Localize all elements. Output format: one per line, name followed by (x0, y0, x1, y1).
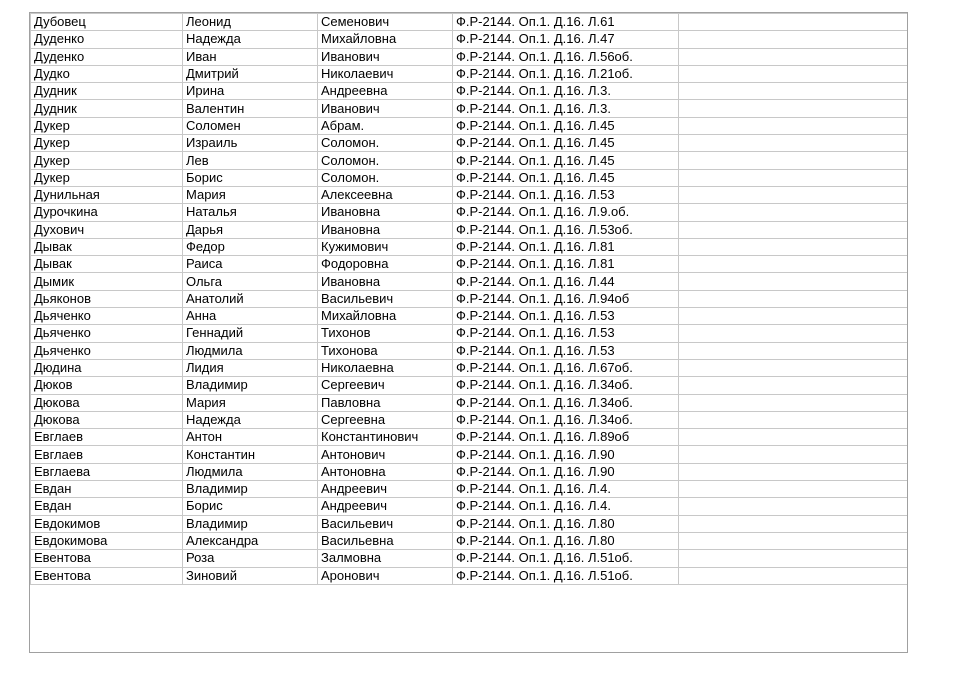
table-row (31, 325, 908, 342)
first-name-cell: Раиса (183, 256, 318, 273)
patronymic-cell: Ивановна (318, 273, 453, 290)
surname-cell: Духович (31, 221, 183, 238)
patronymic-cell: Иванович (318, 100, 453, 117)
table-row (31, 411, 908, 428)
table-row (31, 515, 908, 532)
first-name-cell: Владимир (183, 481, 318, 498)
surname-cell: Дымик (31, 273, 183, 290)
archive-reference-cell: Ф.Р-2144. Оп.1. Д.16. Л.53 (453, 342, 679, 359)
surname-cell: Дюков (31, 377, 183, 394)
archive-reference-cell: Ф.Р-2144. Оп.1. Д.16. Л.45 (453, 117, 679, 134)
patronymic-cell: Алексеевна (318, 186, 453, 203)
empty-cell (679, 377, 908, 394)
empty-cell (679, 83, 908, 100)
archive-reference-cell: Ф.Р-2144. Оп.1. Д.16. Л.45 (453, 152, 679, 169)
table-row (31, 83, 908, 100)
empty-cell (679, 308, 908, 325)
table-row (31, 290, 908, 307)
empty-cell (679, 65, 908, 82)
table-row (31, 481, 908, 498)
table-row (31, 550, 908, 567)
archive-reference-cell: Ф.Р-2144. Оп.1. Д.16. Л.4. (453, 498, 679, 515)
patronymic-cell: Сергеевич (318, 377, 453, 394)
empty-cell (679, 117, 908, 134)
surname-cell: Евдан (31, 498, 183, 515)
archive-reference-cell: Ф.Р-2144. Оп.1. Д.16. Л.34об. (453, 411, 679, 428)
surname-cell: Дунильная (31, 186, 183, 203)
surname-cell: Дюдина (31, 359, 183, 376)
archive-reference-cell: Ф.Р-2144. Оп.1. Д.16. Л.94об (453, 290, 679, 307)
table-row (31, 377, 908, 394)
first-name-cell: Борис (183, 169, 318, 186)
first-name-cell: Людмила (183, 342, 318, 359)
table-row (31, 463, 908, 480)
archive-reference-cell: Ф.Р-2144. Оп.1. Д.16. Л.61 (453, 14, 679, 31)
surname-cell: Дукер (31, 152, 183, 169)
first-name-cell: Людмила (183, 463, 318, 480)
surname-cell: Евдокимов (31, 515, 183, 532)
patronymic-cell: Андреевич (318, 498, 453, 515)
surname-cell: Дубовец (31, 14, 183, 31)
empty-cell (679, 238, 908, 255)
first-name-cell: Антон (183, 429, 318, 446)
surname-cell: Дьяконов (31, 290, 183, 307)
table-row (31, 169, 908, 186)
patronymic-cell: Васильевич (318, 515, 453, 532)
patronymic-cell: Соломон. (318, 135, 453, 152)
first-name-cell: Мария (183, 186, 318, 203)
surname-cell: Дывак (31, 238, 183, 255)
first-name-cell: Ольга (183, 273, 318, 290)
first-name-cell: Соломен (183, 117, 318, 134)
archive-reference-cell: Ф.Р-2144. Оп.1. Д.16. Л.21об. (453, 65, 679, 82)
patronymic-cell: Абрам. (318, 117, 453, 134)
surname-cell: Дурочкина (31, 204, 183, 221)
table-row (31, 31, 908, 48)
archive-reference-cell: Ф.Р-2144. Оп.1. Д.16. Л.81 (453, 256, 679, 273)
archive-reference-cell: Ф.Р-2144. Оп.1. Д.16. Л.56об. (453, 48, 679, 65)
surname-cell: Евдан (31, 481, 183, 498)
archive-reference-cell: Ф.Р-2144. Оп.1. Д.16. Л.90 (453, 446, 679, 463)
table-row (31, 186, 908, 203)
surname-cell: Дудник (31, 100, 183, 117)
first-name-cell: Роза (183, 550, 318, 567)
empty-cell (679, 481, 908, 498)
records-table (30, 13, 908, 585)
first-name-cell: Наталья (183, 204, 318, 221)
empty-cell (679, 14, 908, 31)
archive-reference-cell: Ф.Р-2144. Оп.1. Д.16. Л.53об. (453, 221, 679, 238)
table-row (31, 14, 908, 31)
patronymic-cell: Михайловна (318, 308, 453, 325)
first-name-cell: Леонид (183, 14, 318, 31)
patronymic-cell: Залмовна (318, 550, 453, 567)
archive-reference-cell: Ф.Р-2144. Оп.1. Д.16. Л.34об. (453, 394, 679, 411)
table-row (31, 48, 908, 65)
first-name-cell: Константин (183, 446, 318, 463)
empty-cell (679, 135, 908, 152)
first-name-cell: Лидия (183, 359, 318, 376)
first-name-cell: Федор (183, 238, 318, 255)
empty-cell (679, 31, 908, 48)
first-name-cell: Надежда (183, 411, 318, 428)
empty-cell (679, 446, 908, 463)
table-row (31, 100, 908, 117)
patronymic-cell: Фодоровна (318, 256, 453, 273)
records-table-container (30, 13, 908, 585)
empty-cell (679, 325, 908, 342)
archive-reference-cell: Ф.Р-2144. Оп.1. Д.16. Л.53 (453, 325, 679, 342)
first-name-cell: Зиновий (183, 567, 318, 584)
table-row (31, 221, 908, 238)
records-table-body (31, 14, 908, 585)
archive-reference-cell: Ф.Р-2144. Оп.1. Д.16. Л.47 (453, 31, 679, 48)
empty-cell (679, 463, 908, 480)
patronymic-cell: Михайловна (318, 31, 453, 48)
table-row (31, 65, 908, 82)
empty-cell (679, 152, 908, 169)
surname-cell: Евентова (31, 550, 183, 567)
table-row (31, 567, 908, 584)
archive-reference-cell: Ф.Р-2144. Оп.1. Д.16. Л.45 (453, 135, 679, 152)
empty-cell (679, 186, 908, 203)
surname-cell: Евглаева (31, 463, 183, 480)
archive-reference-cell: Ф.Р-2144. Оп.1. Д.16. Л.44 (453, 273, 679, 290)
empty-cell (679, 204, 908, 221)
table-row (31, 429, 908, 446)
surname-cell: Евглаев (31, 429, 183, 446)
first-name-cell: Анатолий (183, 290, 318, 307)
first-name-cell: Валентин (183, 100, 318, 117)
empty-cell (679, 411, 908, 428)
archive-reference-cell: Ф.Р-2144. Оп.1. Д.16. Л.89об (453, 429, 679, 446)
patronymic-cell: Соломон. (318, 152, 453, 169)
archive-reference-cell: Ф.Р-2144. Оп.1. Д.16. Л.80 (453, 532, 679, 549)
first-name-cell: Владимир (183, 377, 318, 394)
surname-cell: Дуденко (31, 48, 183, 65)
empty-cell (679, 567, 908, 584)
empty-cell (679, 532, 908, 549)
table-row (31, 152, 908, 169)
archive-reference-cell: Ф.Р-2144. Оп.1. Д.16. Л.3. (453, 83, 679, 100)
surname-cell: Дюкова (31, 394, 183, 411)
surname-cell: Евглаев (31, 446, 183, 463)
archive-reference-cell: Ф.Р-2144. Оп.1. Д.16. Л.4. (453, 481, 679, 498)
patronymic-cell: Кужимович (318, 238, 453, 255)
first-name-cell: Дмитрий (183, 65, 318, 82)
archive-reference-cell: Ф.Р-2144. Оп.1. Д.16. Л.51об. (453, 567, 679, 584)
archive-reference-cell: Ф.Р-2144. Оп.1. Д.16. Л.53 (453, 308, 679, 325)
surname-cell: Дюкова (31, 411, 183, 428)
table-row (31, 256, 908, 273)
empty-cell (679, 550, 908, 567)
table-row (31, 394, 908, 411)
first-name-cell: Мария (183, 394, 318, 411)
archive-reference-cell: Ф.Р-2144. Оп.1. Д.16. Л.67об. (453, 359, 679, 376)
patronymic-cell: Иванович (318, 48, 453, 65)
patronymic-cell: Андреевна (318, 83, 453, 100)
empty-cell (679, 429, 908, 446)
empty-cell (679, 48, 908, 65)
archive-reference-cell: Ф.Р-2144. Оп.1. Д.16. Л.51об. (453, 550, 679, 567)
table-row (31, 117, 908, 134)
first-name-cell: Надежда (183, 31, 318, 48)
patronymic-cell: Тихонов (318, 325, 453, 342)
surname-cell: Дудник (31, 83, 183, 100)
first-name-cell: Геннадий (183, 325, 318, 342)
surname-cell: Дукер (31, 135, 183, 152)
surname-cell: Дуденко (31, 31, 183, 48)
surname-cell: Дудко (31, 65, 183, 82)
archive-reference-cell: Ф.Р-2144. Оп.1. Д.16. Л.34об. (453, 377, 679, 394)
patronymic-cell: Тихонова (318, 342, 453, 359)
patronymic-cell: Сергеевна (318, 411, 453, 428)
patronymic-cell: Константинович (318, 429, 453, 446)
first-name-cell: Лев (183, 152, 318, 169)
surname-cell: Дьяченко (31, 342, 183, 359)
patronymic-cell: Васильевич (318, 290, 453, 307)
table-row (31, 532, 908, 549)
patronymic-cell: Ивановна (318, 221, 453, 238)
patronymic-cell: Андреевич (318, 481, 453, 498)
table-row (31, 238, 908, 255)
patronymic-cell: Ивановна (318, 204, 453, 221)
empty-cell (679, 221, 908, 238)
archive-reference-cell: Ф.Р-2144. Оп.1. Д.16. Л.80 (453, 515, 679, 532)
archive-reference-cell: Ф.Р-2144. Оп.1. Д.16. Л.45 (453, 169, 679, 186)
first-name-cell: Ирина (183, 83, 318, 100)
table-row (31, 273, 908, 290)
first-name-cell: Владимир (183, 515, 318, 532)
archive-reference-cell: Ф.Р-2144. Оп.1. Д.16. Л.9.об. (453, 204, 679, 221)
surname-cell: Дукер (31, 117, 183, 134)
table-row (31, 308, 908, 325)
patronymic-cell: Павловна (318, 394, 453, 411)
table-row (31, 446, 908, 463)
surname-cell: Дывак (31, 256, 183, 273)
first-name-cell: Анна (183, 308, 318, 325)
patronymic-cell: Семенович (318, 14, 453, 31)
first-name-cell: Борис (183, 498, 318, 515)
archive-reference-cell: Ф.Р-2144. Оп.1. Д.16. Л.90 (453, 463, 679, 480)
table-row (31, 342, 908, 359)
empty-cell (679, 169, 908, 186)
empty-cell (679, 273, 908, 290)
archive-reference-cell: Ф.Р-2144. Оп.1. Д.16. Л.53 (453, 186, 679, 203)
empty-cell (679, 359, 908, 376)
archive-reference-cell: Ф.Р-2144. Оп.1. Д.16. Л.81 (453, 238, 679, 255)
empty-cell (679, 394, 908, 411)
empty-cell (679, 342, 908, 359)
patronymic-cell: Аронович (318, 567, 453, 584)
empty-cell (679, 290, 908, 307)
surname-cell: Евентова (31, 567, 183, 584)
patronymic-cell: Антонович (318, 446, 453, 463)
patronymic-cell: Николаевич (318, 65, 453, 82)
first-name-cell: Иван (183, 48, 318, 65)
table-row (31, 135, 908, 152)
first-name-cell: Дарья (183, 221, 318, 238)
surname-cell: Евдокимова (31, 532, 183, 549)
surname-cell: Дукер (31, 169, 183, 186)
first-name-cell: Александра (183, 532, 318, 549)
empty-cell (679, 498, 908, 515)
table-row (31, 498, 908, 515)
patronymic-cell: Васильевна (318, 532, 453, 549)
empty-cell (679, 100, 908, 117)
empty-cell (679, 515, 908, 532)
archive-reference-cell: Ф.Р-2144. Оп.1. Д.16. Л.3. (453, 100, 679, 117)
first-name-cell: Израиль (183, 135, 318, 152)
surname-cell: Дьяченко (31, 308, 183, 325)
patronymic-cell: Антоновна (318, 463, 453, 480)
table-row (31, 359, 908, 376)
surname-cell: Дьяченко (31, 325, 183, 342)
table-row (31, 204, 908, 221)
patronymic-cell: Соломон. (318, 169, 453, 186)
empty-cell (679, 256, 908, 273)
patronymic-cell: Николаевна (318, 359, 453, 376)
